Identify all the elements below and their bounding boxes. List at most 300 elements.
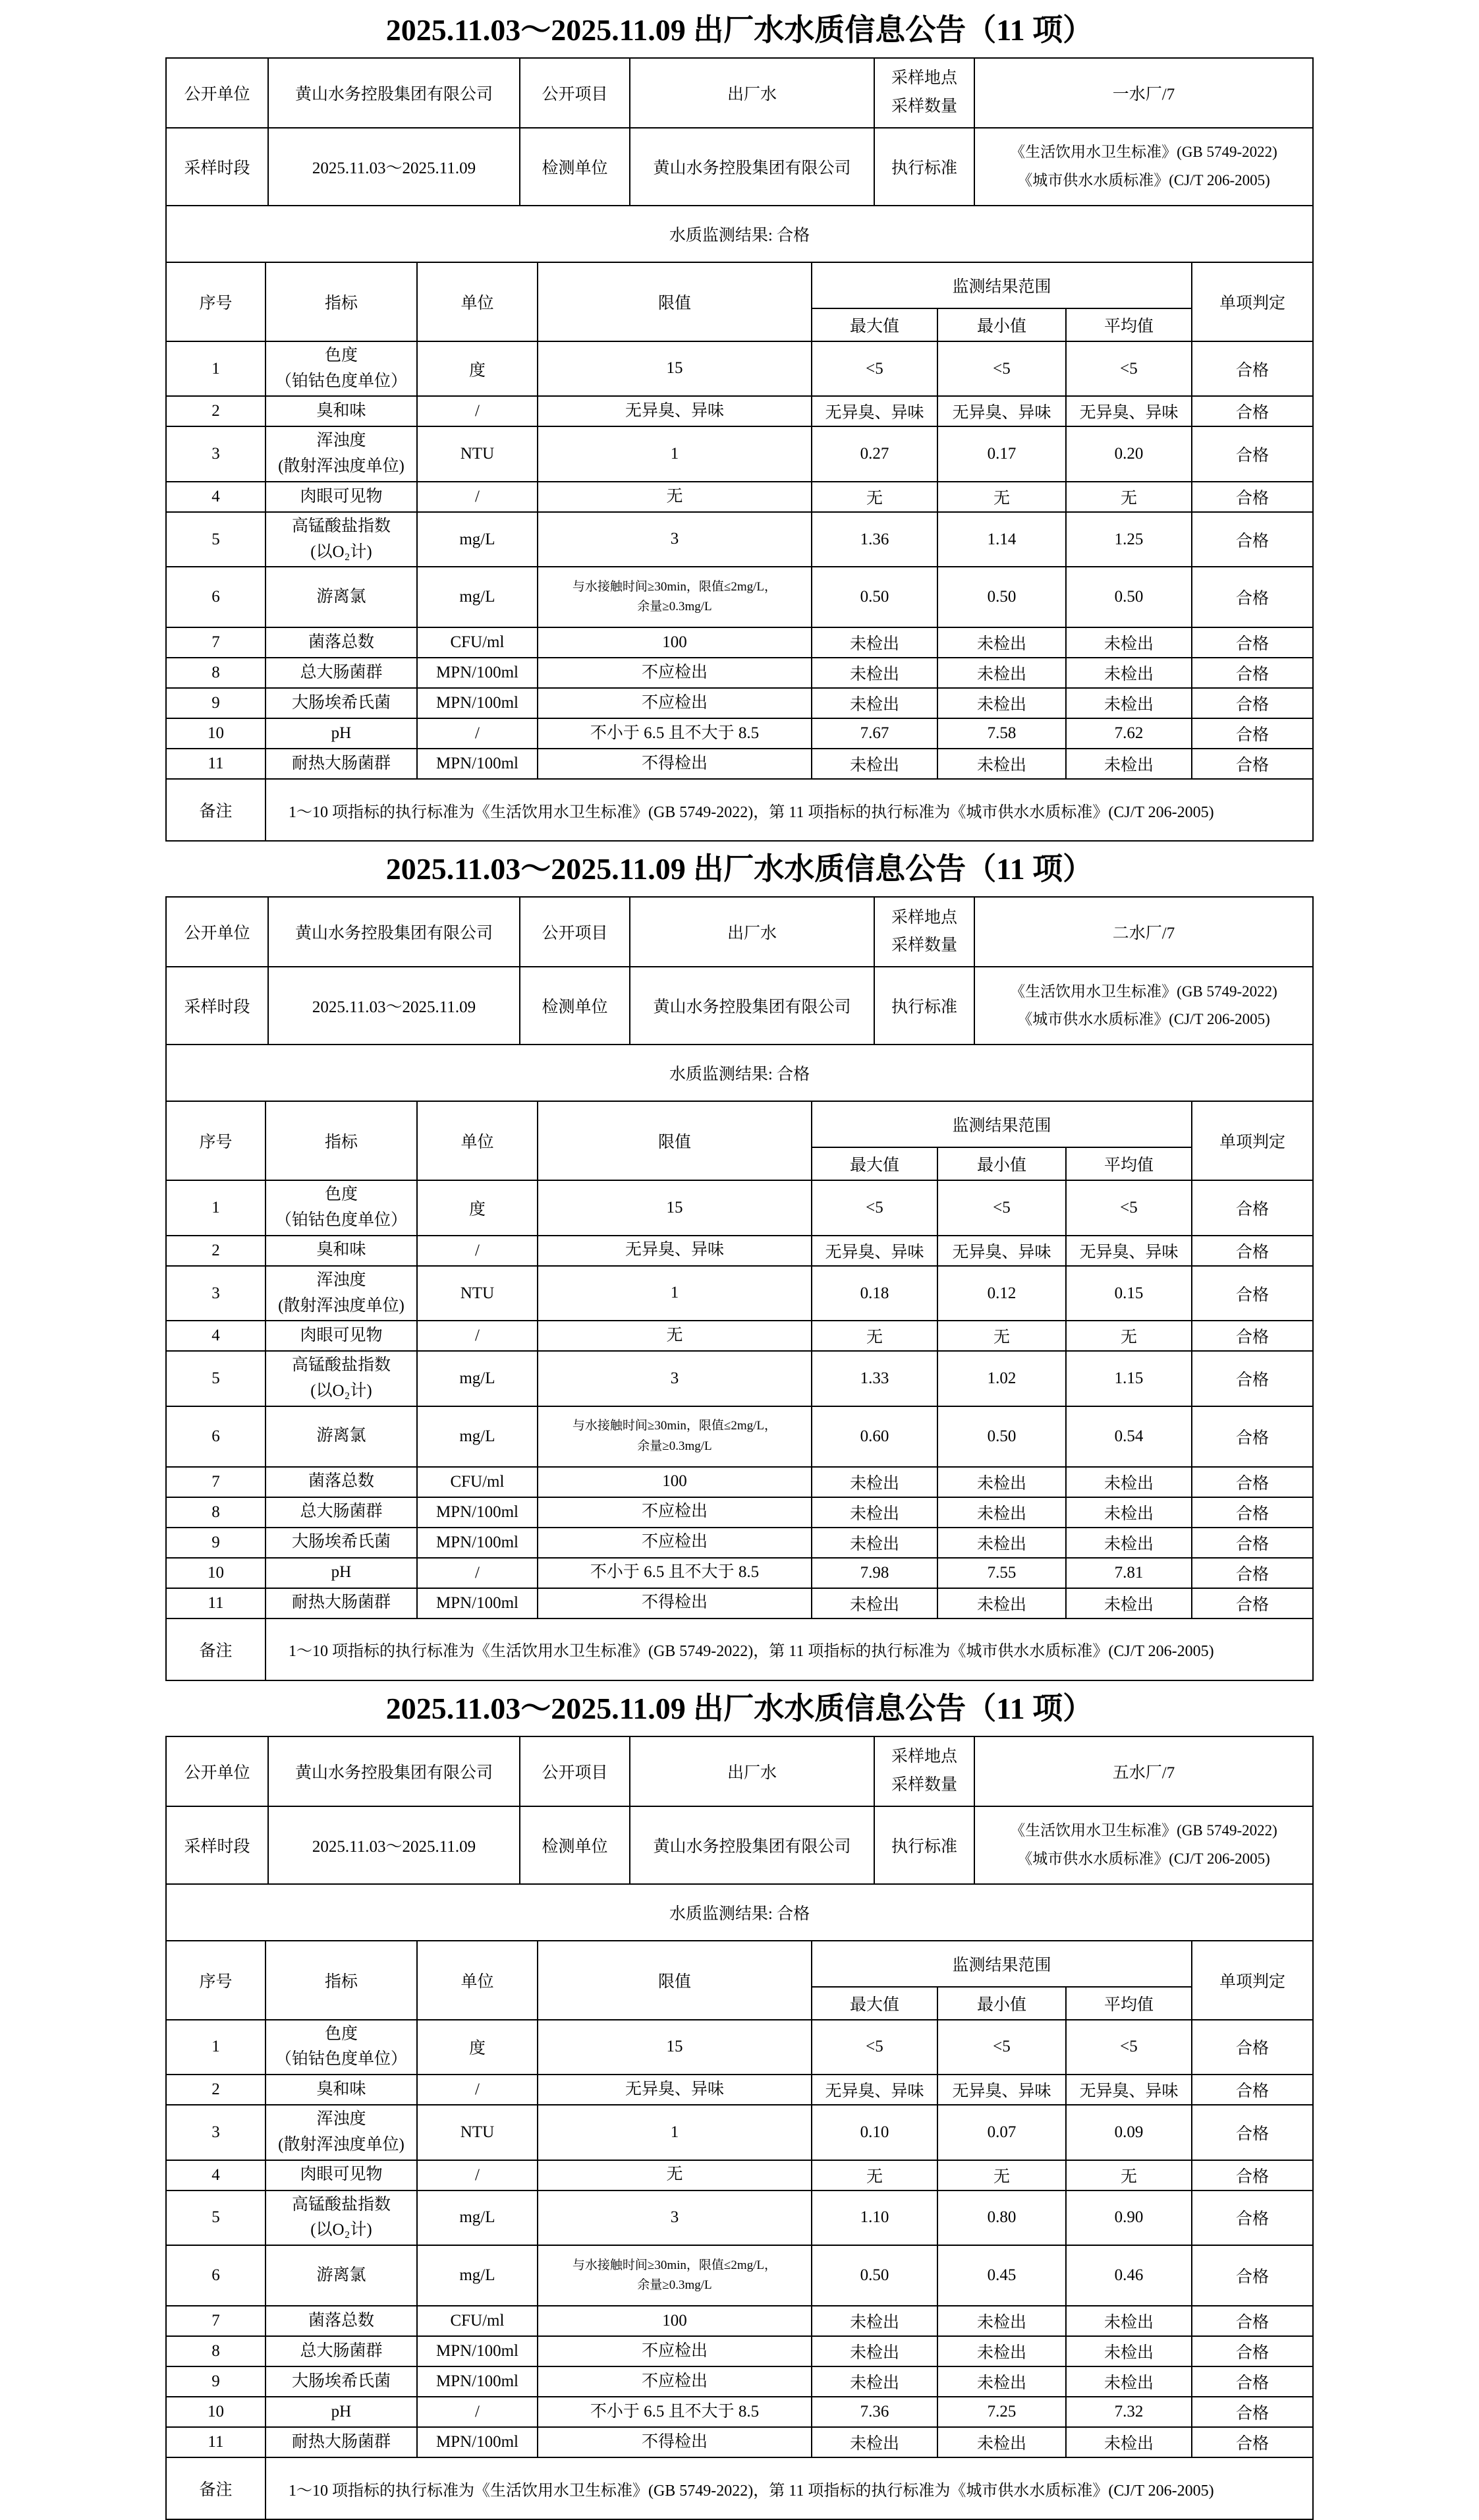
remark-text: 1～10 项指标的执行标准为《生活饮用水卫生标准》(GB 5749-2022)，第 11 项指标的执行标准为《城市供水水质标准》(CJ/T 206-2005) <box>265 779 1313 841</box>
seq-cell: 9 <box>166 688 265 718</box>
judge-cell: 合格 <box>1192 2020 1313 2075</box>
table-row <box>166 1467 1313 1497</box>
remark-row <box>166 1618 1313 1680</box>
seq-header: 序号 <box>166 1941 265 2020</box>
indicator-cell <box>265 1236 417 1266</box>
cell-line: 余量≥0.3mg/L <box>637 1439 712 1453</box>
cell-line: 15 <box>666 359 683 378</box>
indicator-header: 指标 <box>265 262 417 341</box>
cell-line: 3 <box>670 530 679 548</box>
max-value-cell: 无 <box>812 482 937 512</box>
cell-line: 肉眼可见物 <box>300 2165 383 2184</box>
seq-cell: 10 <box>166 2397 265 2427</box>
judge-cell: 合格 <box>1192 749 1313 779</box>
project-label: 公开项目 <box>520 897 630 967</box>
cell-line: 不应检出 <box>641 2341 708 2360</box>
remark-row <box>166 2457 1313 2519</box>
min-value-cell: 未检出 <box>937 1528 1066 1558</box>
judge-header: 单项判定 <box>1192 1941 1313 2020</box>
max-value-cell: <5 <box>812 1180 937 1236</box>
cell-line: 不应检出 <box>641 2372 708 2390</box>
sampling-count-label: 采样数量 <box>891 97 957 115</box>
cell-line: 无异臭、异味 <box>625 2080 724 2098</box>
min-value-cell: 未检出 <box>937 627 1066 658</box>
page-title: 2025.11.03～2025.11.09 出厂水水质信息公告（11 项） <box>385 13 1094 47</box>
max-header: 最大值 <box>812 1147 937 1180</box>
seq-cell: 3 <box>166 1266 265 1321</box>
page-title: 2025.11.03～2025.11.09 出厂水水质信息公告（11 项） <box>385 1691 1094 1725</box>
min-value-cell: 0.17 <box>937 426 1066 482</box>
cell-line: (散射浑浊度单位) <box>278 1296 405 1315</box>
cell-line: pH <box>331 2402 352 2420</box>
cell-line: 无 <box>666 487 683 505</box>
indicator-cell <box>265 2397 417 2427</box>
main-table <box>165 1044 1314 1681</box>
indicator-cell <box>265 2160 417 2191</box>
period-label: 采样时段 <box>166 128 268 206</box>
cell-line: 肉眼可见物 <box>300 487 383 505</box>
min-value-cell: 未检出 <box>937 2306 1066 2336</box>
cell-line: 菌落总数 <box>308 2311 374 2330</box>
avg-header: 平均值 <box>1066 1147 1192 1180</box>
avg-value-cell: 未检出 <box>1066 2336 1192 2366</box>
cell-line: 色度 <box>324 1186 358 1204</box>
max-value-cell: 1.36 <box>812 512 937 567</box>
limit-cell <box>538 749 812 779</box>
limit-cell <box>538 2397 812 2427</box>
table-row <box>166 426 1313 482</box>
seq-cell: 6 <box>166 567 265 627</box>
standard-line: 《城市供水水质标准》(CJ/T 206-2005) <box>1017 171 1270 188</box>
header-row <box>166 1101 1313 1147</box>
seq-cell: 9 <box>166 2366 265 2397</box>
announcement-section-1 <box>0 13 1479 842</box>
limit-cell <box>538 1180 812 1236</box>
table-row <box>166 512 1313 567</box>
info-row <box>166 58 1313 128</box>
unit-cell: / <box>417 482 538 512</box>
indicator-cell <box>265 688 417 718</box>
seq-cell: 10 <box>166 1558 265 1588</box>
cell-line: 菌落总数 <box>308 633 374 652</box>
unit-cell: MPN/100ml <box>417 658 538 688</box>
cell-line: 3 <box>670 1369 679 1387</box>
min-value-cell: 未检出 <box>937 688 1066 718</box>
result-text: 水质监测结果: 合格 <box>166 1884 1313 1941</box>
sampling-location-label: 采样地点 <box>891 1748 957 1766</box>
limit-cell <box>538 2427 812 2457</box>
max-value-cell: 未检出 <box>812 749 937 779</box>
limit-cell <box>538 2245 812 2306</box>
indicator-cell <box>265 1406 417 1467</box>
limit-cell <box>538 2191 812 2246</box>
indicator-cell <box>265 2306 417 2336</box>
sampling-count-label: 采样数量 <box>891 1775 957 1794</box>
avg-value-cell: 未检出 <box>1066 627 1192 658</box>
min-value-cell: 0.45 <box>937 2245 1066 2306</box>
judge-cell: 合格 <box>1192 627 1313 658</box>
indicator-cell <box>265 718 417 749</box>
max-value-cell: 未检出 <box>812 1528 937 1558</box>
seq-cell: 1 <box>166 2020 265 2075</box>
indicator-cell <box>265 2020 417 2075</box>
max-value-cell: 无异臭、异味 <box>812 396 937 426</box>
max-value-cell: 0.18 <box>812 1266 937 1321</box>
table-row <box>166 1528 1313 1558</box>
avg-value-cell: 0.20 <box>1066 426 1192 482</box>
max-value-cell: 未检出 <box>812 1588 937 1618</box>
cell-line: 耐热大肠菌群 <box>291 755 391 773</box>
cell-line: 无异臭、异味 <box>625 402 724 420</box>
cell-line: 不应检出 <box>641 1503 708 1521</box>
limit-cell <box>538 1497 812 1528</box>
indicator-cell <box>265 658 417 688</box>
info-row <box>166 897 1313 967</box>
sampling-label <box>874 1736 974 1806</box>
cell-line: 浑浊度 <box>316 2110 366 2129</box>
limit-cell <box>538 567 812 627</box>
max-value-cell: 0.27 <box>812 426 937 482</box>
period-label: 采样时段 <box>166 1806 268 1884</box>
cell-line: 100 <box>662 1472 687 1491</box>
limit-cell <box>538 718 812 749</box>
min-value-cell: <5 <box>937 2020 1066 2075</box>
publish-unit-value: 黄山水务控股集团有限公司 <box>268 58 520 128</box>
unit-cell: MPN/100ml <box>417 2336 538 2366</box>
judge-cell: 合格 <box>1192 341 1313 397</box>
avg-value-cell: 未检出 <box>1066 1588 1192 1618</box>
publish-unit-label: 公开单位 <box>166 58 268 128</box>
unit-cell: NTU <box>417 2105 538 2160</box>
unit-cell: MPN/100ml <box>417 2366 538 2397</box>
limit-cell <box>538 1266 812 1321</box>
max-value-cell: 7.36 <box>812 2397 937 2427</box>
unit-cell: MPN/100ml <box>417 1588 538 1618</box>
min-value-cell: 无异臭、异味 <box>937 396 1066 426</box>
result-row <box>166 1884 1313 1941</box>
seq-cell: 3 <box>166 2105 265 2160</box>
judge-cell: 合格 <box>1192 1588 1313 1618</box>
judge-cell: 合格 <box>1192 2366 1313 2397</box>
min-value-cell: <5 <box>937 1180 1066 1236</box>
max-value-cell: 未检出 <box>812 2306 937 2336</box>
table-row <box>166 1558 1313 1588</box>
indicator-cell <box>265 627 417 658</box>
remark-row <box>166 779 1313 841</box>
page-title: 2025.11.03～2025.11.09 出厂水水质信息公告（11 项） <box>385 852 1094 886</box>
remark-text: 1～10 项指标的执行标准为《生活饮用水卫生标准》(GB 5749-2022)，第 11 项指标的执行标准为《城市供水水质标准》(CJ/T 206-2005) <box>265 1618 1313 1680</box>
result-row <box>166 1045 1313 1101</box>
standard-line: 《生活饮用水卫生标准》(GB 5749-2022) <box>1010 144 1277 161</box>
indicator-cell <box>265 2191 417 2246</box>
limit-cell <box>538 2075 812 2105</box>
standard-line: 《生活饮用水卫生标准》(GB 5749-2022) <box>1010 1822 1277 1839</box>
indicator-cell <box>265 1558 417 1588</box>
limit-cell <box>538 658 812 688</box>
standard-label: 执行标准 <box>874 1806 974 1884</box>
cell-line: 不应检出 <box>641 694 708 712</box>
indicator-cell <box>265 2366 417 2397</box>
unit-cell: NTU <box>417 426 538 482</box>
cell-line: 臭和味 <box>316 402 366 420</box>
max-value-cell: 未检出 <box>812 2366 937 2397</box>
unit-cell: MPN/100ml <box>417 2427 538 2457</box>
table-row <box>166 627 1313 658</box>
unit-cell: MPN/100ml <box>417 688 538 718</box>
avg-value-cell: 0.15 <box>1066 1266 1192 1321</box>
publish-unit-value: 黄山水务控股集团有限公司 <box>268 897 520 967</box>
cell-line: 100 <box>662 633 687 652</box>
avg-value-cell: 7.62 <box>1066 718 1192 749</box>
avg-value-cell: 无 <box>1066 482 1192 512</box>
cell-line: 臭和味 <box>316 2080 366 2098</box>
judge-cell: 合格 <box>1192 2160 1313 2191</box>
limit-cell <box>538 512 812 567</box>
judge-cell: 合格 <box>1192 688 1313 718</box>
max-value-cell: 0.60 <box>812 1406 937 1467</box>
avg-value-cell: 无 <box>1066 1321 1192 1351</box>
publish-unit-label: 公开单位 <box>166 897 268 967</box>
limit-cell <box>538 482 812 512</box>
min-value-cell: 无异臭、异味 <box>937 1236 1066 1266</box>
min-value-cell: 无 <box>937 1321 1066 1351</box>
cell-line: 浑浊度 <box>316 1271 366 1289</box>
main-table <box>165 205 1314 842</box>
max-value-cell: 未检出 <box>812 1497 937 1528</box>
min-value-cell: 0.50 <box>937 1406 1066 1467</box>
min-value-cell: 未检出 <box>937 1497 1066 1528</box>
unit-cell: 度 <box>417 1180 538 1236</box>
judge-cell: 合格 <box>1192 1528 1313 1558</box>
unit-cell: mg/L <box>417 1406 538 1467</box>
cell-line: pH <box>331 1563 352 1582</box>
min-value-cell: 无 <box>937 482 1066 512</box>
indicator-cell <box>265 2245 417 2306</box>
min-value-cell: 无 <box>937 2160 1066 2191</box>
avg-value-cell: 0.54 <box>1066 1406 1192 1467</box>
unit-cell: CFU/ml <box>417 1467 538 1497</box>
judge-cell: 合格 <box>1192 1321 1313 1351</box>
table-row <box>166 658 1313 688</box>
limit-cell <box>538 2336 812 2366</box>
avg-value-cell: 0.09 <box>1066 2105 1192 2160</box>
indicator-cell <box>265 1497 417 1528</box>
seq-cell: 11 <box>166 2427 265 2457</box>
info-table <box>165 896 1314 1045</box>
limit-header: 限值 <box>538 1941 812 2020</box>
limit-cell <box>538 2105 812 2160</box>
seq-cell: 6 <box>166 2245 265 2306</box>
standard-line: 《城市供水水质标准》(CJ/T 206-2005) <box>1017 1850 1270 1867</box>
seq-cell: 9 <box>166 1528 265 1558</box>
limit-cell <box>538 1588 812 1618</box>
indicator-cell <box>265 2427 417 2457</box>
unit-cell: MPN/100ml <box>417 1528 538 1558</box>
table-row <box>166 2397 1313 2427</box>
judge-cell: 合格 <box>1192 396 1313 426</box>
judge-cell: 合格 <box>1192 2427 1313 2457</box>
seq-cell: 7 <box>166 1467 265 1497</box>
project-label: 公开项目 <box>520 58 630 128</box>
cell-line: （铂钴色度单位） <box>275 1211 407 1230</box>
cell-line: 大肠埃希氏菌 <box>291 694 391 712</box>
seq-cell: 8 <box>166 1497 265 1528</box>
standard-line: 《生活饮用水卫生标准》(GB 5749-2022) <box>1010 983 1277 1000</box>
info-row <box>166 128 1313 206</box>
limit-cell <box>538 1467 812 1497</box>
indicator-cell <box>265 512 417 567</box>
unit-cell: 度 <box>417 341 538 397</box>
project-value: 出厂水 <box>630 897 874 967</box>
unit-cell: MPN/100ml <box>417 1497 538 1528</box>
cell-line: 臭和味 <box>316 1241 366 1259</box>
judge-cell: 合格 <box>1192 658 1313 688</box>
min-value-cell: 0.07 <box>937 2105 1066 2160</box>
min-header: 最小值 <box>937 1987 1066 2020</box>
seq-cell: 4 <box>166 2160 265 2191</box>
limit-cell <box>538 1236 812 1266</box>
table-row <box>166 1180 1313 1236</box>
publish-unit-label: 公开单位 <box>166 1736 268 1806</box>
cell-line: 不得检出 <box>641 1593 708 1612</box>
seq-header: 序号 <box>166 1101 265 1180</box>
unit-cell: mg/L <box>417 567 538 627</box>
unit-cell: / <box>417 396 538 426</box>
indicator-cell <box>265 2336 417 2366</box>
avg-value-cell: 7.81 <box>1066 1558 1192 1588</box>
min-value-cell: 未检出 <box>937 749 1066 779</box>
test-unit-value: 黄山水务控股集团有限公司 <box>630 967 874 1045</box>
unit-cell: mg/L <box>417 512 538 567</box>
table-row <box>166 2160 1313 2191</box>
max-value-cell: 0.50 <box>812 567 937 627</box>
table-row <box>166 2427 1313 2457</box>
table-row <box>166 749 1313 779</box>
indicator-cell <box>265 341 417 397</box>
judge-cell: 合格 <box>1192 2191 1313 2246</box>
table-row <box>166 1351 1313 1406</box>
table-row <box>166 2105 1313 2160</box>
cell-line: 游离氯 <box>316 2266 366 2284</box>
cell-line: 100 <box>662 2311 687 2330</box>
seq-cell: 4 <box>166 482 265 512</box>
cell-line: 总大肠菌群 <box>300 2341 383 2360</box>
range-header: 监测结果范围 <box>812 1941 1192 1987</box>
table-row <box>166 1236 1313 1266</box>
judge-cell: 合格 <box>1192 2105 1313 2160</box>
min-value-cell: 1.02 <box>937 1351 1066 1406</box>
judge-cell: 合格 <box>1192 2245 1313 2306</box>
cell-line: 大肠埃希氏菌 <box>291 1533 391 1551</box>
judge-cell: 合格 <box>1192 1467 1313 1497</box>
min-value-cell: 7.55 <box>937 1558 1066 1588</box>
publish-unit-value: 黄山水务控股集团有限公司 <box>268 1736 520 1806</box>
max-value-cell: 7.67 <box>812 718 937 749</box>
sampling-location-value: 二水厂/7 <box>974 897 1313 967</box>
judge-cell: 合格 <box>1192 1266 1313 1321</box>
info-row <box>166 1806 1313 1884</box>
judge-cell: 合格 <box>1192 2397 1313 2427</box>
indicator-cell <box>265 1266 417 1321</box>
judge-cell: 合格 <box>1192 1406 1313 1467</box>
table-row <box>166 2075 1313 2105</box>
table-row <box>166 2306 1313 2336</box>
table-row <box>166 1588 1313 1618</box>
cell-line: pH <box>331 724 352 743</box>
table-row <box>166 396 1313 426</box>
unit-cell: 度 <box>417 2020 538 2075</box>
min-value-cell: 未检出 <box>937 1467 1066 1497</box>
result-text: 水质监测结果: 合格 <box>166 1045 1313 1101</box>
max-value-cell: 无异臭、异味 <box>812 2075 937 2105</box>
avg-value-cell: 7.32 <box>1066 2397 1192 2427</box>
cell-line: 耐热大肠菌群 <box>291 2432 391 2451</box>
cell-line: 游离氯 <box>316 588 366 606</box>
seq-cell: 10 <box>166 718 265 749</box>
cell-line: 不得检出 <box>641 2432 708 2451</box>
max-header: 最大值 <box>812 308 937 341</box>
cell-line: 菌落总数 <box>308 1472 374 1491</box>
judge-cell: 合格 <box>1192 2306 1313 2336</box>
cell-line: 不小于 6.5 且不大于 8.5 <box>590 2402 760 2420</box>
avg-value-cell: 未检出 <box>1066 688 1192 718</box>
range-header: 监测结果范围 <box>812 1101 1192 1147</box>
judge-cell: 合格 <box>1192 482 1313 512</box>
max-value-cell: 未检出 <box>812 2427 937 2457</box>
seq-cell: 8 <box>166 658 265 688</box>
period-label: 采样时段 <box>166 967 268 1045</box>
table-row <box>166 2245 1313 2306</box>
limit-cell <box>538 2160 812 2191</box>
avg-value-cell: <5 <box>1066 1180 1192 1236</box>
avg-value-cell: 0.46 <box>1066 2245 1192 2306</box>
seq-header: 序号 <box>166 262 265 341</box>
avg-value-cell: 0.50 <box>1066 567 1192 627</box>
indicator-cell <box>265 749 417 779</box>
seq-cell: 2 <box>166 1236 265 1266</box>
indicator-cell <box>265 482 417 512</box>
remark-label: 备注 <box>166 2457 265 2519</box>
avg-value-cell: 无 <box>1066 2160 1192 2191</box>
cell-line: (以O₂计) <box>310 542 372 561</box>
avg-value-cell: <5 <box>1066 341 1192 397</box>
max-value-cell: 无 <box>812 2160 937 2191</box>
seq-cell: 7 <box>166 2306 265 2336</box>
remark-text: 1～10 项指标的执行标准为《生活饮用水卫生标准》(GB 5749-2022)，第 11 项指标的执行标准为《城市供水水质标准》(CJ/T 206-2005) <box>265 2457 1313 2519</box>
announcement-section-3 <box>0 1692 1479 2520</box>
indicator-cell <box>265 1351 417 1406</box>
table-row <box>166 2020 1313 2075</box>
avg-value-cell: 未检出 <box>1066 2306 1192 2336</box>
cell-line: 与水接触时间≥30min，限值≤2mg/L， <box>572 2258 777 2272</box>
cell-line: 色度 <box>324 2024 358 2043</box>
info-table <box>165 1736 1314 1885</box>
seq-cell: 2 <box>166 2075 265 2105</box>
unit-cell: / <box>417 718 538 749</box>
cell-line: 耐热大肠菌群 <box>291 1593 391 1612</box>
min-value-cell: 0.80 <box>937 2191 1066 2246</box>
judge-header: 单项判定 <box>1192 262 1313 341</box>
unit-cell: mg/L <box>417 1351 538 1406</box>
cell-line: (散射浑浊度单位) <box>278 2135 405 2154</box>
cell-line: (散射浑浊度单位) <box>278 457 405 476</box>
period-value: 2025.11.03～2025.11.09 <box>268 128 520 206</box>
info-row <box>166 967 1313 1045</box>
cell-line: 高锰酸盐指数 <box>291 2195 391 2214</box>
judge-cell: 合格 <box>1192 1236 1313 1266</box>
sampling-label <box>874 58 974 128</box>
max-value-cell: 7.98 <box>812 1558 937 1588</box>
